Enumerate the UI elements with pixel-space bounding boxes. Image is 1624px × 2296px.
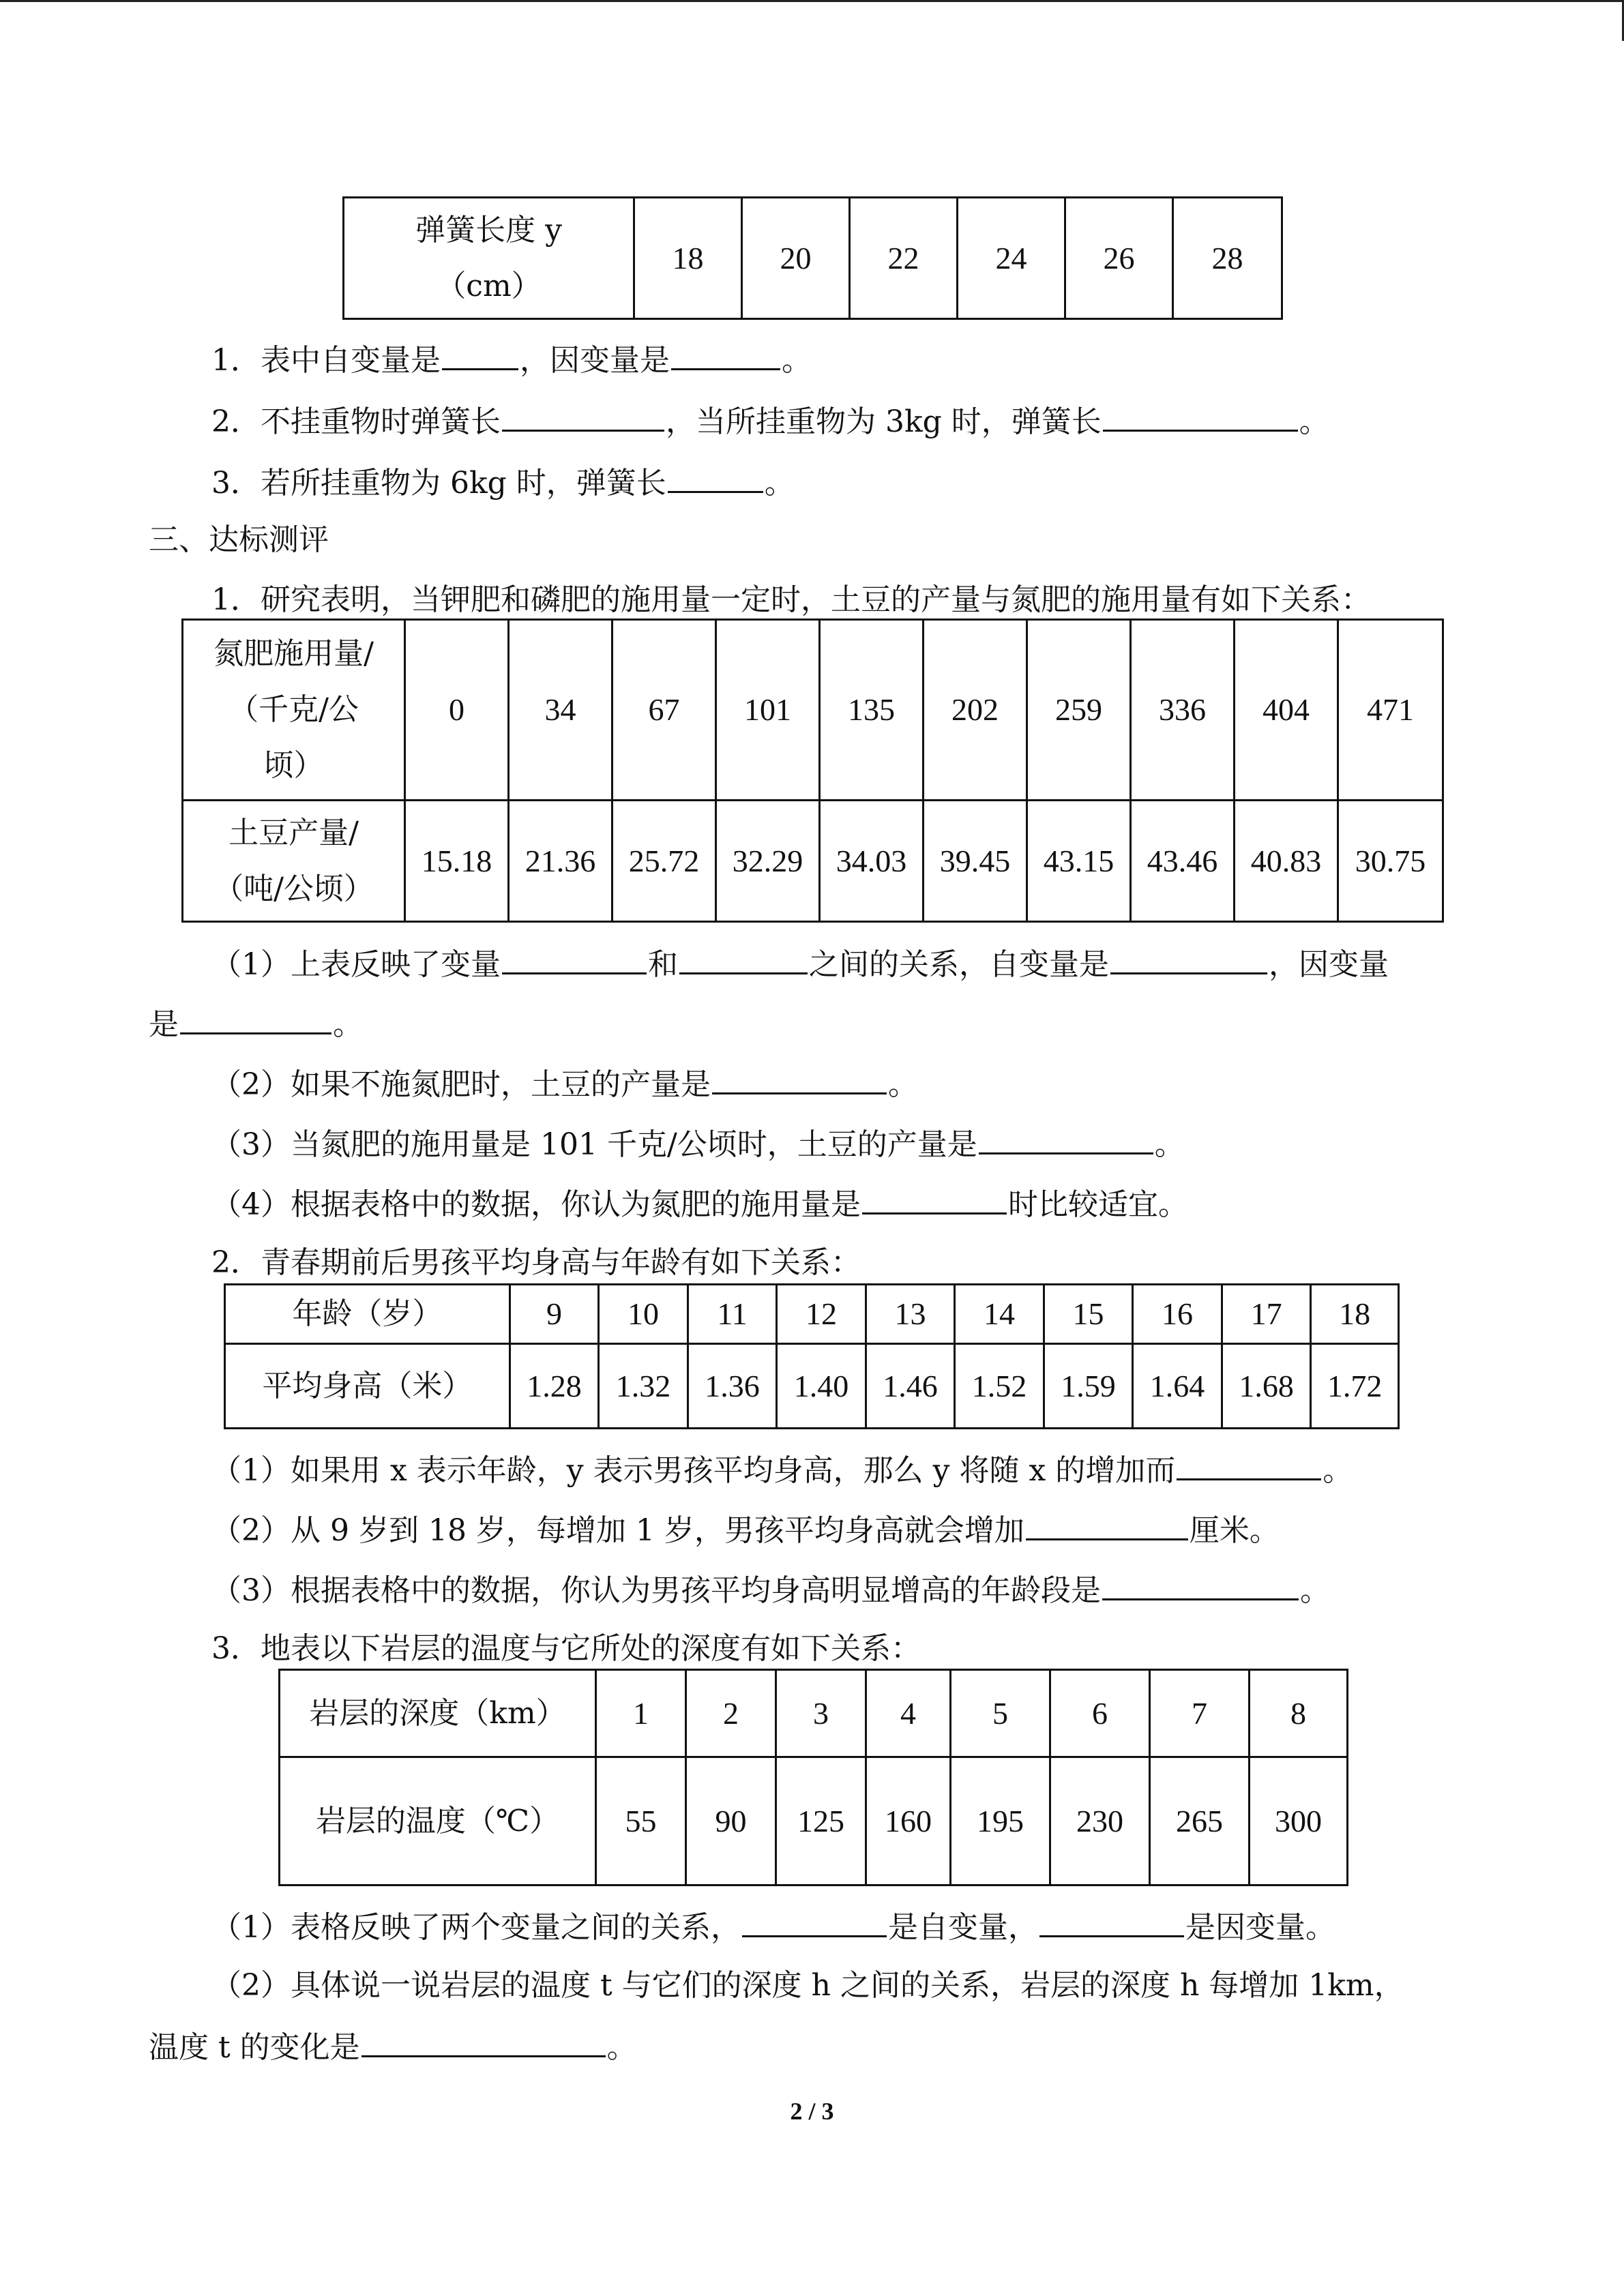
table-cell: 265 <box>1150 1757 1250 1885</box>
answer-blank[interactable] <box>1102 1568 1299 1600</box>
table-cell: 43.15 <box>1027 801 1131 922</box>
table-cell: 125 <box>776 1757 866 1885</box>
question-text: 温度 t 的变化是 <box>149 2030 360 2065</box>
table-cell: 26 <box>1065 198 1173 319</box>
question-text: 1．表中自变量是 <box>211 343 441 378</box>
question-text: 。 <box>333 1007 363 1042</box>
table-cell: 1.68 <box>1222 1344 1311 1429</box>
table-cell: 202 <box>924 620 1027 801</box>
table-cell: 101 <box>716 620 820 801</box>
question-text: （2）从 9 岁到 18 岁，每增加 1 岁，男孩平均身高就会增加 <box>211 1513 1024 1548</box>
question-text: （1）如果用 x 表示年龄，y 表示男孩平均身高，那么 y 将随 x 的增加而 <box>211 1453 1176 1488</box>
answer-blank[interactable] <box>862 1182 1007 1214</box>
answer-blank[interactable] <box>1026 1508 1188 1540</box>
table-cell: 24 <box>958 198 1065 319</box>
question-text: ，因变量 <box>1269 947 1389 982</box>
question-text: （2）具体说一说岩层的温度 t 与它们的深度 h 之间的关系，岩层的深度 h 每增加 1km， <box>211 1968 1404 2003</box>
question-text: 是自变量， <box>888 1910 1038 1945</box>
answer-blank[interactable] <box>1110 942 1267 974</box>
table-cell: 336 <box>1131 620 1235 801</box>
question-text: 2．不挂重物时弹簧长 <box>211 404 501 439</box>
table-cell: 1.36 <box>688 1344 777 1429</box>
row-header-line: （吨/公顷） <box>213 871 374 906</box>
problem-3-sub-2 <box>211 1965 1404 2006</box>
question-text: （1）表格反映了两个变量之间的关系， <box>211 1910 741 1945</box>
row-header: 岩层的温度（℃） <box>280 1757 596 1885</box>
problem-3-sub-1 <box>211 1905 1335 1948</box>
table-row <box>183 620 1443 801</box>
table-cell: 471 <box>1338 620 1443 801</box>
question-text: 。 <box>1323 1453 1353 1488</box>
question-text: 时比较适宜。 <box>1008 1187 1188 1222</box>
question-2 <box>211 400 1329 443</box>
question-text: 。 <box>1300 1573 1330 1608</box>
answer-blank[interactable] <box>1177 1448 1321 1480</box>
answer-blank[interactable] <box>712 1062 887 1094</box>
table-cell: 16 <box>1133 1285 1222 1344</box>
table-row <box>344 198 1282 319</box>
table-cell: 30.75 <box>1338 801 1443 922</box>
table-cell: 43.46 <box>1131 801 1235 922</box>
table-cell: 34.03 <box>820 801 924 922</box>
table-cell: 0 <box>405 620 509 801</box>
question-text: ，因变量是 <box>520 343 670 378</box>
question-text: 厘米。 <box>1189 1513 1280 1548</box>
section-title: 三、达标测评 <box>149 522 329 557</box>
row-header-line: 氮肥施用量/ <box>213 636 374 671</box>
row-header <box>344 198 634 319</box>
spring-length-table <box>342 196 1283 320</box>
row-header <box>183 620 405 801</box>
question-text: （3）根据表格中的数据，你认为男孩平均身高明显增高的年龄段是 <box>211 1573 1101 1608</box>
table-cell: 135 <box>820 620 924 801</box>
table-row <box>280 1757 1348 1885</box>
question-text: （3）当氮肥的施用量是 101 千克/公顷时，土豆的产量是 <box>211 1127 977 1162</box>
table-cell: 90 <box>686 1757 776 1885</box>
question-text: （2）如果不施氮肥时，土豆的产量是 <box>211 1067 711 1102</box>
table-cell: 4 <box>866 1670 951 1757</box>
question-text: 。 <box>1299 404 1329 439</box>
table-cell: 3 <box>776 1670 866 1757</box>
problem-2-sub-1 <box>211 1448 1353 1491</box>
answer-blank[interactable] <box>742 1905 887 1937</box>
table-cell: 1 <box>596 1670 686 1757</box>
row-header: 岩层的深度（km） <box>280 1670 596 1757</box>
question-text: 。 <box>1154 1127 1185 1162</box>
answer-blank[interactable] <box>668 461 763 493</box>
answer-blank[interactable] <box>502 400 664 432</box>
answer-blank[interactable] <box>679 942 808 974</box>
question-text: 。 <box>764 466 795 501</box>
problem-1-sub-2 <box>211 1062 918 1105</box>
rock-temperature-table <box>278 1669 1348 1886</box>
page-number: 2 / 3 <box>790 2098 834 2125</box>
table-cell: 1.40 <box>777 1344 866 1429</box>
table-cell: 1.32 <box>599 1344 688 1429</box>
problem-1-sub-1-cont <box>149 1002 363 1045</box>
answer-blank[interactable] <box>180 1002 331 1034</box>
table-cell: 5 <box>951 1670 1050 1757</box>
table-cell: 13 <box>866 1285 955 1344</box>
table-cell: 1.64 <box>1133 1344 1222 1429</box>
table-cell: 404 <box>1235 620 1338 801</box>
table-cell: 17 <box>1222 1285 1311 1344</box>
question-text: 。 <box>606 2030 637 2065</box>
question-text: 是 <box>149 1007 179 1042</box>
question-text: 。 <box>782 343 812 378</box>
table-cell: 300 <box>1250 1757 1348 1885</box>
question-text: 。 <box>888 1067 918 1102</box>
row-header-line: 弹簧长度 y <box>415 212 562 248</box>
problem-2-intro: 2．青春期前后男孩平均身高与年龄有如下关系： <box>211 1245 861 1280</box>
question-text: 之间的关系，自变量是 <box>809 947 1109 982</box>
table-cell: 67 <box>612 620 716 801</box>
potato-yield-table <box>181 618 1444 923</box>
question-text: 3．若所挂重物为 6kg 时，弹簧长 <box>211 466 666 501</box>
table-cell: 230 <box>1050 1757 1150 1885</box>
table-cell: 9 <box>510 1285 599 1344</box>
table-cell: 160 <box>866 1757 951 1885</box>
table-cell: 12 <box>777 1285 866 1344</box>
table-cell: 10 <box>599 1285 688 1344</box>
answer-blank[interactable] <box>1103 400 1298 432</box>
answer-blank[interactable] <box>502 942 647 974</box>
table-cell: 259 <box>1027 620 1131 801</box>
row-header <box>183 801 405 922</box>
question-text: （1）上表反映了变量 <box>211 947 501 982</box>
problem-1-sub-1 <box>211 942 1389 985</box>
row-header: 平均身高（米） <box>225 1344 510 1429</box>
problem-1-sub-3 <box>211 1122 1185 1165</box>
row-header-line: 顷） <box>263 748 324 783</box>
answer-blank[interactable] <box>442 338 518 370</box>
table-row <box>280 1670 1348 1757</box>
question-text: 和 <box>648 947 678 982</box>
table-cell: 1.46 <box>866 1344 955 1429</box>
table-cell: 15.18 <box>405 801 509 922</box>
table-cell: 11 <box>688 1285 777 1344</box>
page-top-border <box>0 0 1624 2</box>
table-cell: 22 <box>850 198 958 319</box>
question-text: （4）根据表格中的数据，你认为氮肥的施用量是 <box>211 1187 861 1222</box>
table-cell: 21.36 <box>509 801 612 922</box>
table-cell: 20 <box>742 198 850 319</box>
question-text: 是因变量。 <box>1185 1910 1335 1945</box>
table-cell: 18 <box>634 198 742 319</box>
row-header-line: （千克/公 <box>228 692 359 727</box>
table-cell: 18 <box>1311 1285 1399 1344</box>
table-cell: 1.28 <box>510 1344 599 1429</box>
table-cell: 25.72 <box>612 801 716 922</box>
table-row <box>225 1344 1399 1429</box>
table-row <box>183 801 1443 922</box>
problem-2-sub-3 <box>211 1568 1330 1611</box>
row-header: 年龄（岁） <box>225 1285 510 1344</box>
problem-3-sub-2-cont <box>149 2025 637 2068</box>
problem-2-sub-2 <box>211 1508 1280 1551</box>
table-cell: 6 <box>1050 1670 1150 1757</box>
table-cell: 8 <box>1250 1670 1348 1757</box>
boys-height-table <box>224 1283 1400 1429</box>
table-cell: 34 <box>509 620 612 801</box>
table-cell: 1.59 <box>1044 1344 1133 1429</box>
table-cell: 55 <box>596 1757 686 1885</box>
table-cell: 15 <box>1044 1285 1133 1344</box>
table-cell: 195 <box>951 1757 1050 1885</box>
row-header-line: 土豆产量/ <box>228 815 359 850</box>
problem-1-intro: 1．研究表明，当钾肥和磷肥的施用量一定时，土豆的产量与氮肥的施用量有如下关系： <box>211 582 1371 617</box>
table-cell: 2 <box>686 1670 776 1757</box>
table-row <box>225 1285 1399 1344</box>
question-text: ，当所挂重物为 3kg 时，弹簧长 <box>666 404 1102 439</box>
table-cell: 40.83 <box>1235 801 1338 922</box>
table-cell: 28 <box>1173 198 1282 319</box>
problem-3-intro: 3．地表以下岩层的温度与它所处的深度有如下关系： <box>211 1631 921 1666</box>
answer-blank[interactable] <box>361 2025 606 2057</box>
table-cell: 1.52 <box>955 1344 1044 1429</box>
row-header-line: （cm） <box>436 268 542 303</box>
table-cell: 32.29 <box>716 801 820 922</box>
question-3 <box>211 461 795 504</box>
answer-blank[interactable] <box>1039 1905 1184 1937</box>
problem-1-sub-4 <box>211 1182 1188 1225</box>
table-cell: 39.45 <box>924 801 1027 922</box>
table-cell: 14 <box>955 1285 1044 1344</box>
answer-blank[interactable] <box>671 338 780 370</box>
answer-blank[interactable] <box>979 1122 1153 1154</box>
table-cell: 7 <box>1150 1670 1250 1757</box>
table-cell: 1.72 <box>1311 1344 1399 1429</box>
question-1 <box>211 338 812 381</box>
